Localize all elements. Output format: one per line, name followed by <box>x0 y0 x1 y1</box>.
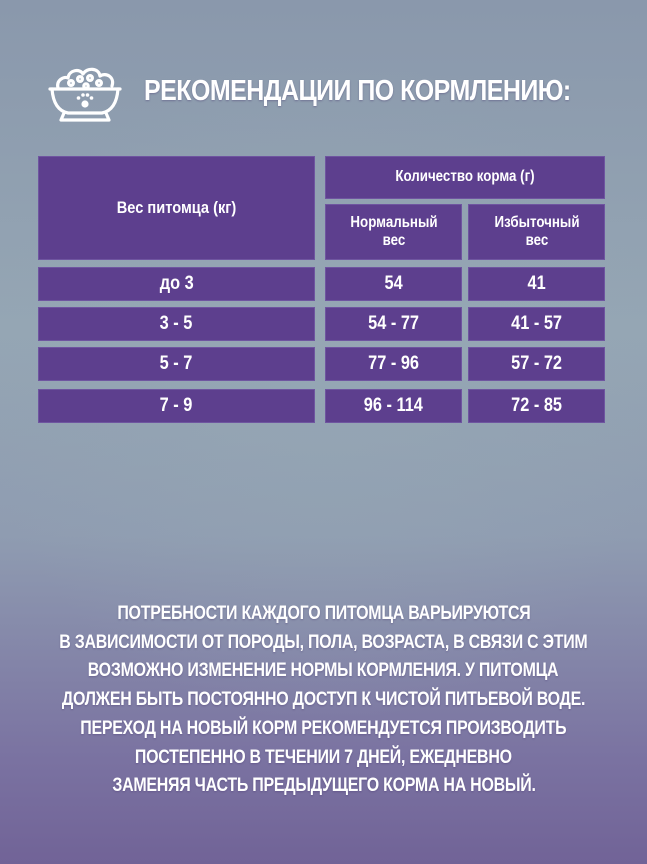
table-row-normal <box>325 267 462 301</box>
table-row-over <box>468 267 605 301</box>
over-value: 41 <box>527 272 546 294</box>
normal-header-label: Нормальный вес <box>349 213 438 249</box>
over-value: 57 - 72 <box>511 352 562 374</box>
page-title: РЕКОМЕНДАЦИИ ПО КОРМЛЕНИЮ: <box>144 74 571 107</box>
over-header-label: Избыточный вес <box>493 213 580 249</box>
table-row-over <box>468 307 605 341</box>
note-line: ЗАМЕНЯЯ ЧАСТЬ ПРЕДЫДУЩЕГО КОРМА НА НОВЫЙ. <box>111 775 536 797</box>
amount-column-header <box>325 156 605 199</box>
table-row-over <box>468 347 605 381</box>
note-line: ПЕРЕХОД НА НОВЫЙ КОРМ РЕКОМЕНДУЕТСЯ ПРОИЗВОДИТЬ <box>80 717 567 739</box>
table-row-normal <box>325 347 462 381</box>
table-row-weight <box>38 347 315 381</box>
normal-value: 54 - 77 <box>368 312 419 334</box>
pet-food-bowl-icon <box>44 58 126 124</box>
note-line: В ЗАВИСИМОСТИ ОТ ПОРОДЫ, ПОЛА, ВОЗРАСТА, В СВЯЗИ С ЭТИМ <box>59 631 588 653</box>
table-row-normal <box>325 389 462 423</box>
note-line: ПОСТЕПЕННО В ТЕЧЕНИИ 7 ДНЕЙ, ЕЖЕДНЕВНО <box>135 746 512 768</box>
weight-value: 7 - 9 <box>160 394 193 416</box>
table-row-normal <box>325 307 462 341</box>
weight-header-label: Вес питомца (кг) <box>116 197 237 217</box>
table-row-weight <box>38 307 315 341</box>
normal-value: 77 - 96 <box>368 352 419 374</box>
weight-column-header <box>38 156 315 260</box>
weight-value: 3 - 5 <box>160 312 193 334</box>
normal-value: 54 <box>384 272 403 294</box>
normal-value: 96 - 114 <box>363 394 424 416</box>
note-line: ПОТРЕБНОСТИ КАЖДОГО ПИТОМЦА ВАРЬИРУЮТСЯ <box>116 603 531 624</box>
table-row-weight <box>38 389 315 423</box>
weight-value: до 3 <box>159 272 194 294</box>
note-line: ДОЛЖЕН БЫТЬ ПОСТОЯННО ДОСТУП К ЧИСТОЙ ПИТЬЕВОЙ ВОДЕ. <box>61 689 586 711</box>
feeding-note <box>0 600 647 801</box>
weight-value: 5 - 7 <box>160 352 193 374</box>
note-line: ВОЗМОЖНО ИЗМЕНЕНИЕ НОРМЫ КОРМЛЕНИЯ. У ПИТОМЦА <box>88 660 559 682</box>
over-value: 72 - 85 <box>511 394 562 416</box>
table-row-weight <box>38 267 315 301</box>
over-weight-header <box>468 204 605 260</box>
feeding-header <box>44 58 624 124</box>
amount-header-label: Количество корма (г) <box>395 168 535 186</box>
normal-weight-header <box>325 204 462 260</box>
table-row-over <box>468 389 605 423</box>
over-value: 41 - 57 <box>511 312 562 334</box>
